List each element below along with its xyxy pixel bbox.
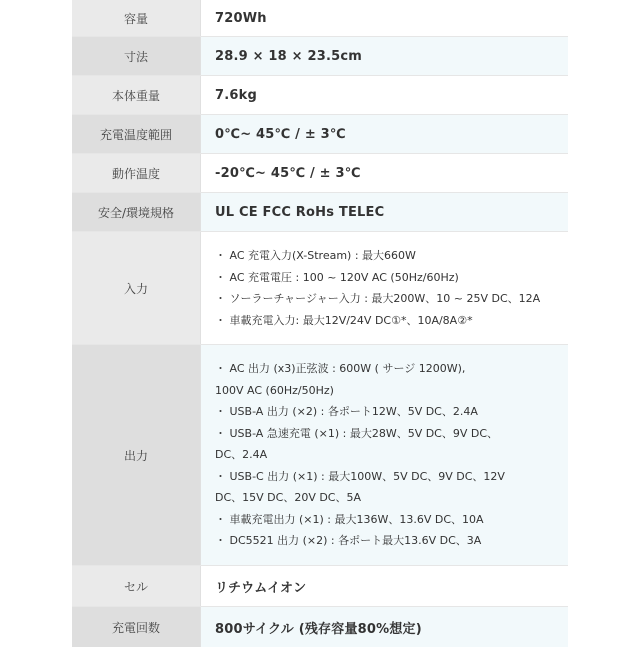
row-safety-standards — [72, 193, 568, 232]
output-line: ・ USB-C 出力 (×1) : 最大100W、5V DC、9V DC、12V — [215, 469, 505, 483]
input-line: ・ AC 充電入力(X-Stream) : 最大660W — [215, 249, 416, 262]
output-line: DC、15V DC、20V DC、5A — [215, 491, 362, 505]
row-cell — [72, 566, 568, 607]
charge-temp-label: 充電温度範囲 — [72, 115, 201, 153]
output-line: ・ DC5521 出力 (×2) : 各ポート最大13.6V DC、3A — [215, 534, 482, 548]
charge-cycles-value: 800サイクル (残存容量80%想定) — [201, 607, 568, 647]
input-line: ・ 車載充電入力: 最大12V/24V DC①*、10A/8A②* — [215, 313, 473, 327]
input-line: ・ ソーラーチャージャー入力 : 最大200W、10 ~ 25V DC、12A — [215, 292, 541, 305]
input-label: 入力 — [72, 232, 201, 344]
output-line: 100V AC (60Hz/50Hz) — [215, 383, 334, 397]
output-line: ・ AC 出力 (x3)正弦波 : 600W ( サージ 1200W), — [215, 362, 466, 376]
spec-table — [72, 0, 568, 647]
output-line: ・ 車載充電出力 (×1) : 最大136W、13.6V DC、10A — [215, 512, 484, 526]
cell-value: リチウムイオン — [201, 566, 568, 606]
input-line: ・ AC 充電電圧 : 100 ~ 120V AC (50Hz/60Hz) — [215, 270, 459, 284]
output-line: ・ USB-A 出力 (×2) : 各ポート12W、5V DC、2.4A — [215, 405, 478, 419]
dimensions-label: 寸法 — [72, 37, 201, 75]
output-label: 出力 — [72, 345, 201, 565]
row-charge-temp — [72, 115, 568, 154]
safety-standards-value: UL CE FCC RoHs TELEC — [201, 193, 568, 231]
input-value — [201, 232, 568, 344]
output-line: ・ USB-A 急速充電 (×1) : 最大28W、5V DC、9V DC、 — [215, 426, 499, 440]
output-value — [201, 345, 568, 565]
row-dimensions — [72, 37, 568, 76]
row-input — [72, 232, 568, 345]
operating-temp-label: 動作温度 — [72, 154, 201, 192]
row-capacity — [72, 0, 568, 37]
row-charge-cycles — [72, 607, 568, 647]
weight-value: 7.6kg — [201, 76, 568, 114]
operating-temp-value: -20℃~ 45℃ / ± 3℃ — [201, 154, 568, 192]
output-line: DC、2.4A — [215, 448, 268, 462]
row-weight — [72, 76, 568, 115]
safety-standards-label: 安全/環境規格 — [72, 193, 201, 231]
dimensions-value: 28.9 × 18 × 23.5cm — [201, 37, 568, 75]
charge-temp-value: 0℃~ 45℃ / ± 3℃ — [201, 115, 568, 153]
capacity-label: 容量 — [72, 0, 201, 36]
charge-cycles-label: 充電回数 — [72, 607, 201, 647]
row-operating-temp — [72, 154, 568, 193]
row-output — [72, 345, 568, 566]
weight-label: 本体重量 — [72, 76, 201, 114]
capacity-value: 720Wh — [201, 0, 568, 36]
cell-label: セル — [72, 566, 201, 606]
